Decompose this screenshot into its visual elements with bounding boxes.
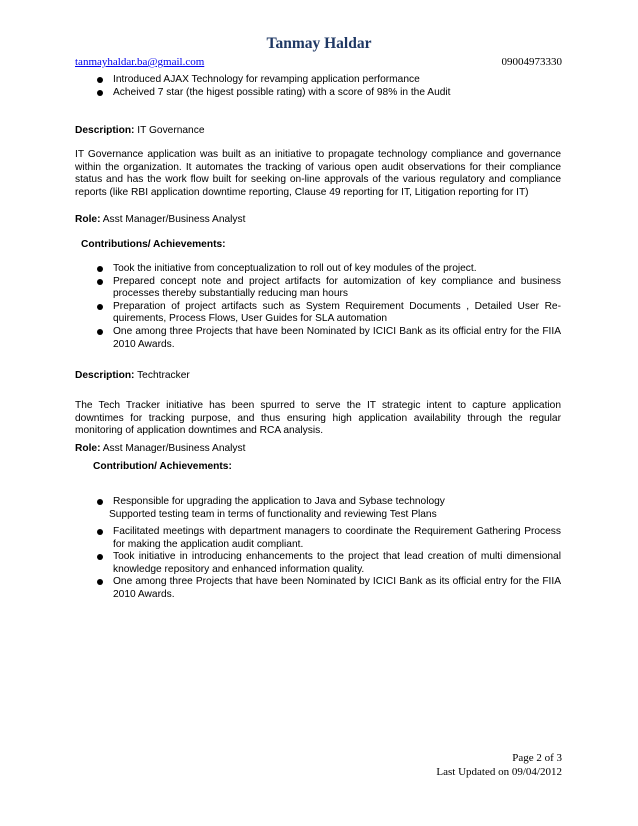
list-item: Introduced AJAX Technology for revamping application performance <box>75 74 561 87</box>
list-item: One among three Projects that have been Nominated by ICICI Bank as its official entry for the FIIA 2010 Awards. <box>75 576 561 601</box>
project2-first-bullet <box>75 496 561 521</box>
description-value: IT Governance <box>137 125 205 136</box>
list-item: Preparation of project artifacts such as System Requirement Documents , Detailed User Re-quirements, Process Flows, User Guides for SLA automation <box>75 301 561 326</box>
project1-role <box>75 214 561 227</box>
top-bullet-list <box>75 74 561 99</box>
email-link[interactable]: tanmayhaldar.ba@gmail.com <box>75 56 205 68</box>
role-label: Role: <box>75 443 101 454</box>
project1-paragraph: IT Governance application was built as an initiative to propagate technology compliance and governance within the organization. It automates the tracking of various open audit observations for their compliance status and has the work flow built for seeking on-line approvals of the various regulatory and compliance reports (like RBI application downtime reporting, Clause 49 reporting for IT, Litigation reporting for IT) <box>75 149 561 198</box>
project2-bullet-list <box>75 526 561 602</box>
list-item: Facilitated meetings with department managers to coordinate the Requirement Gathering Process for making the application audit compliant. <box>75 526 561 551</box>
list-item: Took initiative in introducing enhancements to the project that lead creation of multi dimensional knowledge repository and enhanced information quality. <box>75 551 561 576</box>
list-item: Responsible for upgrading the application to Java and Sybase technology <box>75 496 561 509</box>
phone-number: 09004973330 <box>501 56 562 68</box>
project1-description <box>75 125 561 138</box>
role-label: Role: <box>75 214 101 225</box>
role-value: Asst Manager/Business Analyst <box>102 443 246 454</box>
list-item: Prepared concept note and project artifacts for automization of key compliance and business processes thereby substantially reducing man hours <box>75 276 561 301</box>
description-value: Techtracker <box>137 370 190 381</box>
list-item: Acheived 7 star (the higest possible rating) with a score of 98% in the Audit <box>75 87 561 100</box>
list-item: Took the initiative from conceptualization to roll out of key modules of the project. <box>75 263 561 276</box>
project2-contributions-heading: Contribution/ Achievements: <box>93 461 232 472</box>
page-number: Page 2 of 3 <box>512 752 562 764</box>
description-label: Description: <box>75 370 135 381</box>
role-value: Asst Manager/Business Analyst <box>102 214 246 225</box>
candidate-name: Tanmay Haldar <box>266 35 372 52</box>
list-item-continuation: Supported testing team in terms of functionality and reviewing Test Plans <box>109 508 437 520</box>
last-updated: Last Updated on 09/04/2012 <box>436 766 562 778</box>
description-label: Description: <box>75 125 135 136</box>
list-item: One among three Projects that have been Nominated by ICICI Bank as its official entry for the FIIA 2010 Awards. <box>75 326 561 351</box>
project2-role <box>75 443 561 456</box>
project1-bullet-list <box>75 263 561 351</box>
project1-contributions-heading: Contributions/ Achievements: <box>81 239 226 250</box>
project2-description <box>75 370 561 383</box>
project2-paragraph: The Tech Tracker initiative has been spurred to serve the IT strategic intent to capture application downtimes for tracking purpose, and thus ensuring high application availability through the regular monitoring of application downtimes and RCA analysis. <box>75 400 561 437</box>
